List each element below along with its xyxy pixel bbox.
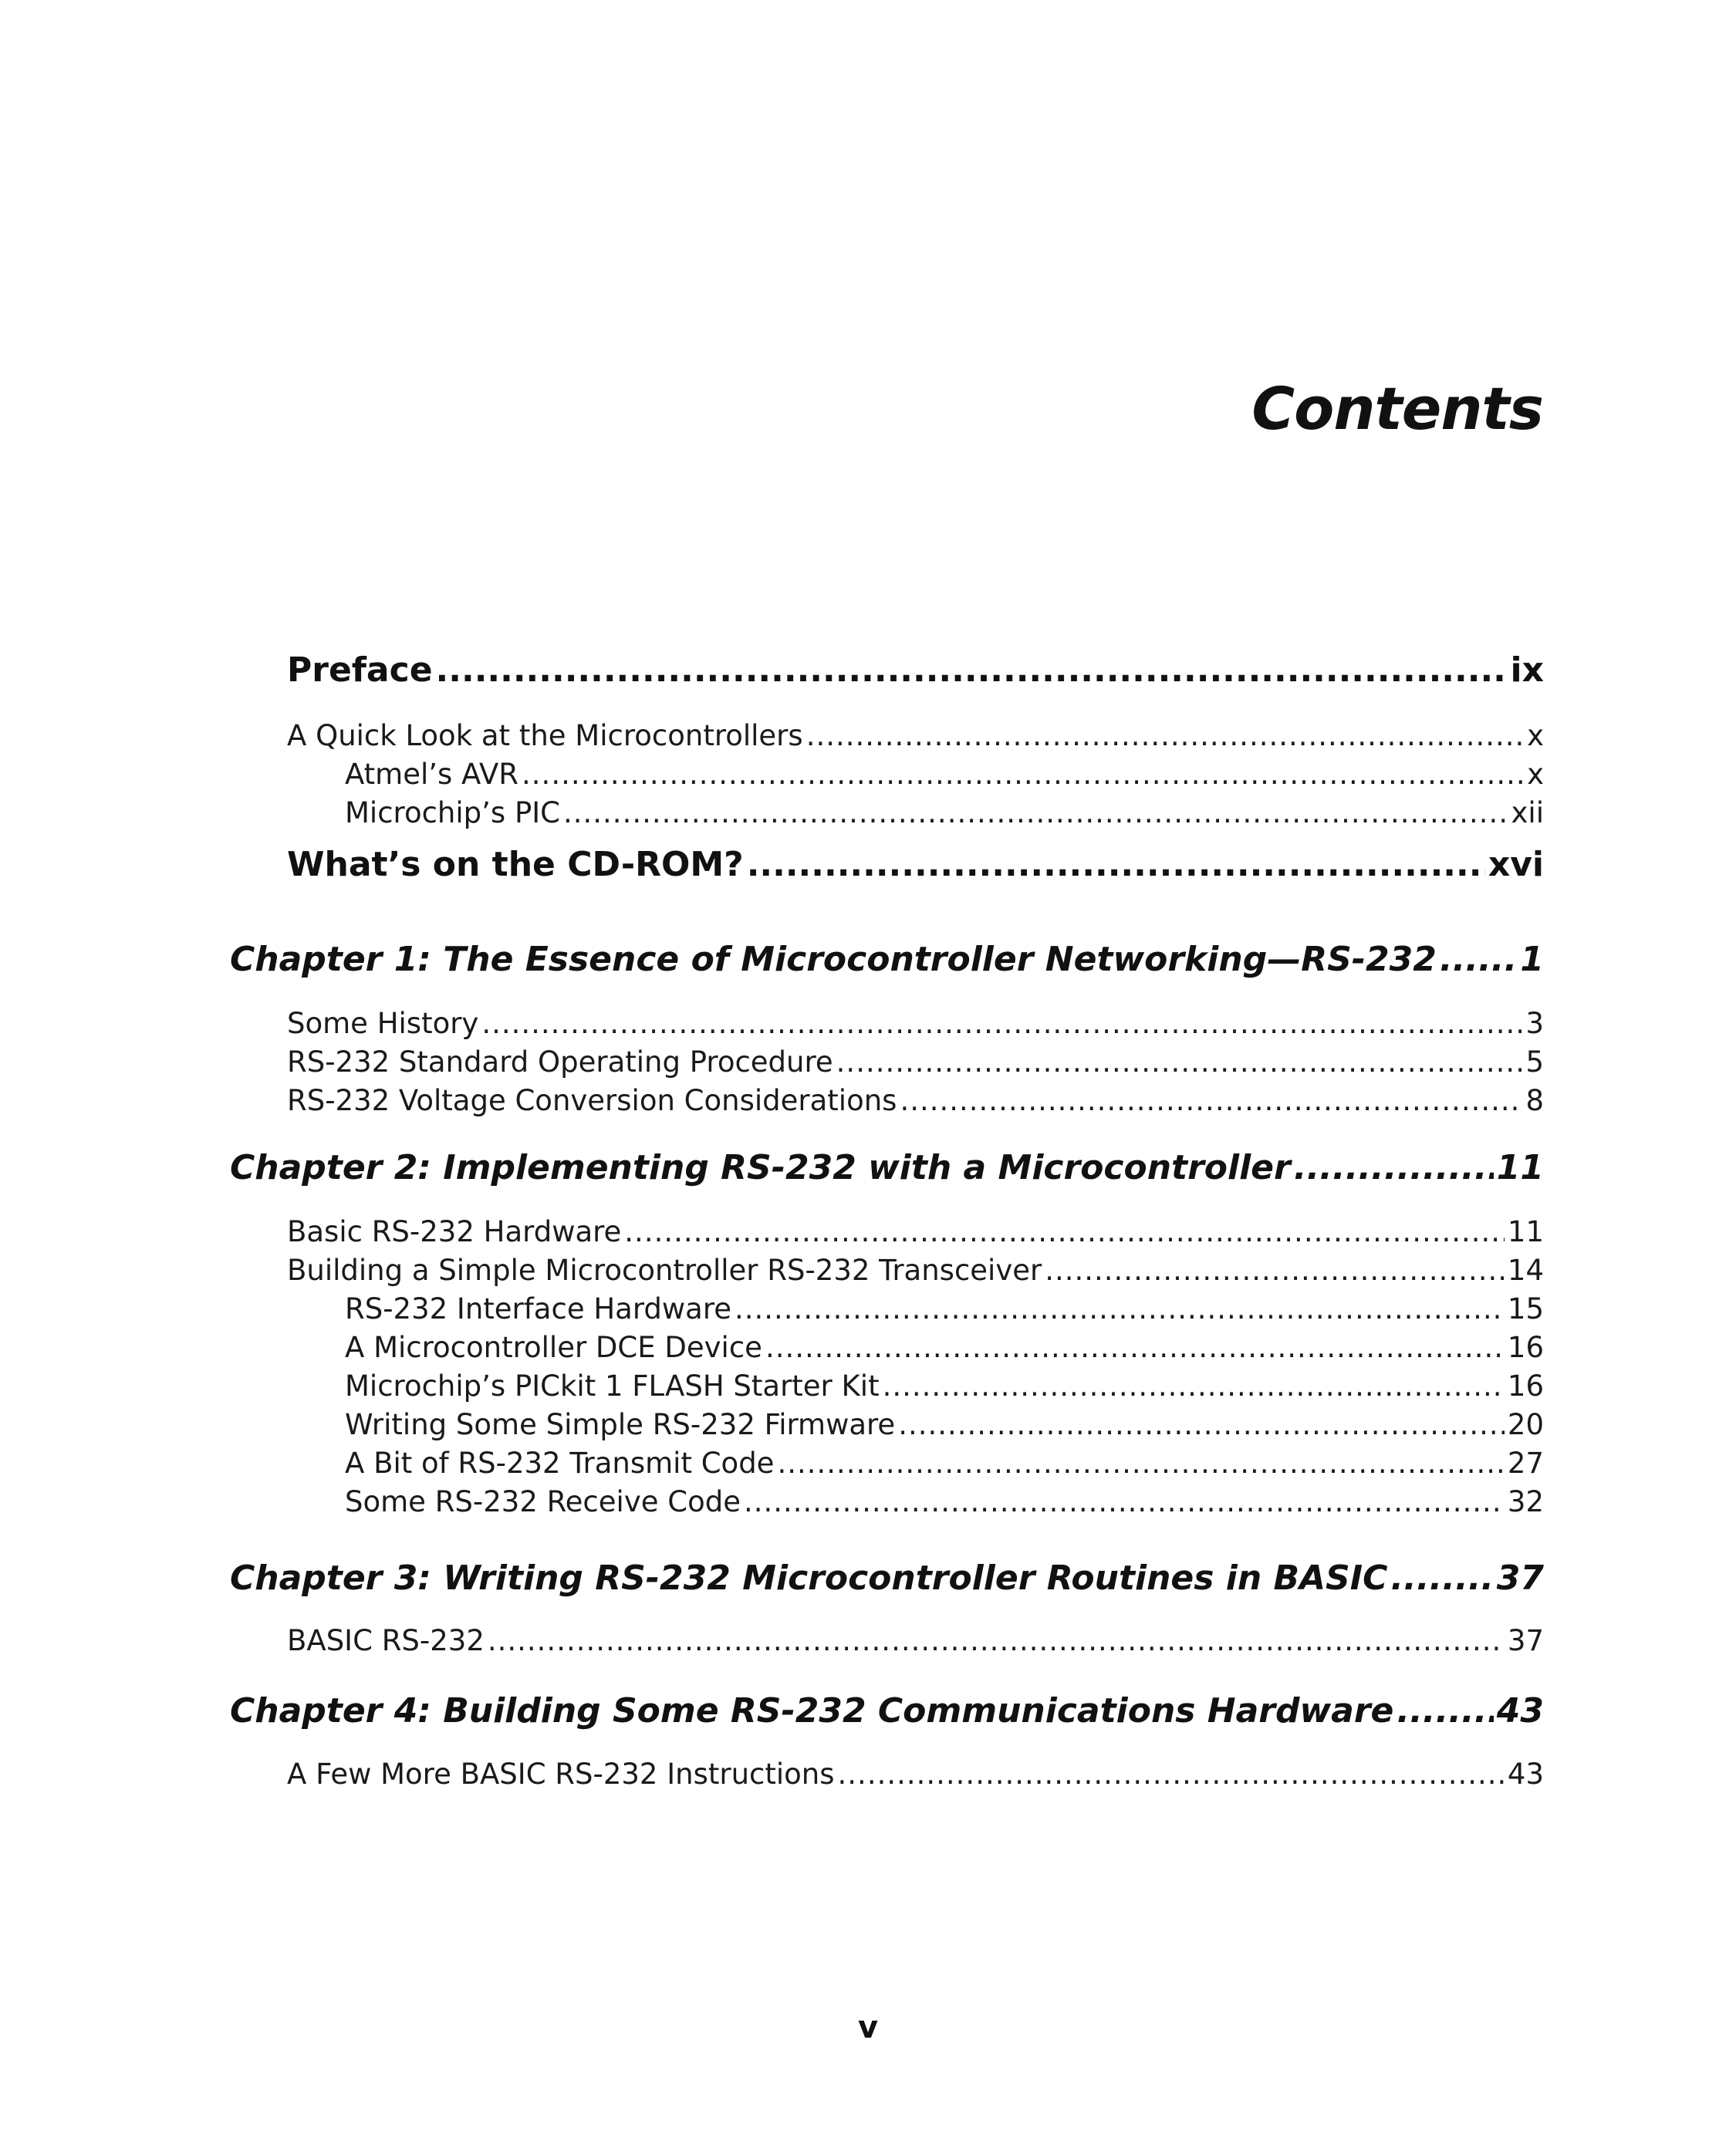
toc-entry[interactable] — [287, 1007, 1544, 1040]
dot-leader — [1390, 1558, 1493, 1598]
toc-entry-page: xvi — [1488, 845, 1544, 884]
dot-leader — [1045, 1254, 1505, 1287]
dot-leader — [563, 796, 1508, 829]
toc-entry-page: 43 — [1496, 1691, 1544, 1731]
toc-entry[interactable] — [287, 1254, 1544, 1287]
dot-leader — [838, 1758, 1505, 1791]
toc-entry-page: 11 — [1496, 1148, 1544, 1187]
dot-leader — [522, 758, 1524, 791]
toc-entry-label: RS-232 Standard Operating Procedure — [287, 1045, 833, 1079]
toc-entry[interactable] — [287, 719, 1544, 752]
toc-entry-cd-rom[interactable] — [287, 845, 1544, 884]
toc-subentry[interactable] — [345, 1292, 1544, 1325]
toc-entry-label: A Few More BASIC RS-232 Instructions — [287, 1758, 835, 1791]
toc-chapter-3[interactable] — [230, 1558, 1544, 1598]
dot-leader — [747, 845, 1485, 884]
page-title: Contents — [1251, 374, 1543, 443]
toc-entry-label: What’s on the CD-ROM? — [287, 845, 744, 884]
toc-entry-label: Building a Simple Microcontroller RS-232 Transceiver — [287, 1254, 1042, 1287]
dot-leader — [898, 1408, 1505, 1441]
toc-entry-label: Microchip’s PICkit 1 FLASH Starter Kit — [345, 1369, 880, 1403]
toc-entry-label: Chapter 3: Writing RS-232 Microcontroller Routines in BASIC — [230, 1558, 1388, 1598]
toc-entry-page: 43 — [1507, 1758, 1544, 1791]
toc-entry-label: RS-232 Voltage Conversion Considerations — [287, 1084, 897, 1117]
toc-entry-page: 37 — [1496, 1558, 1544, 1598]
page-number: v — [857, 2010, 879, 2045]
dot-leader — [883, 1369, 1505, 1403]
toc-entry-page: 3 — [1525, 1007, 1544, 1040]
dot-leader — [436, 650, 1508, 690]
toc-entry-page: 16 — [1507, 1331, 1544, 1364]
toc-entry[interactable] — [287, 1215, 1544, 1248]
toc-entry-label: A Bit of RS-232 Transmit Code — [345, 1447, 775, 1480]
toc-entry-page: ix — [1510, 650, 1544, 690]
toc-entry-label: Chapter 4: Building Some RS-232 Communications Hardware — [230, 1691, 1394, 1731]
toc-entry-page: 5 — [1525, 1045, 1544, 1079]
toc-entry-label: Chapter 1: The Essence of Microcontroller Networking—RS-232 — [230, 940, 1437, 979]
toc-entry-page: 8 — [1525, 1084, 1544, 1117]
dot-leader — [836, 1045, 1523, 1079]
toc-entry-page: x — [1527, 719, 1544, 752]
toc-subentry[interactable] — [345, 758, 1544, 791]
toc-chapter-1[interactable] — [230, 940, 1544, 979]
toc-entry-label: Some RS-232 Receive Code — [345, 1485, 741, 1518]
toc-entry-page: 20 — [1507, 1408, 1544, 1441]
toc-entry-label: A Microcontroller DCE Device — [345, 1331, 762, 1364]
toc-subentry[interactable] — [345, 1369, 1544, 1403]
toc-entry-page: 16 — [1507, 1369, 1544, 1403]
toc-entry-label: Some History — [287, 1007, 479, 1040]
toc-subentry[interactable] — [345, 1408, 1544, 1441]
toc-entry-page: 14 — [1507, 1254, 1544, 1287]
toc-entry-label: Atmel’s AVR — [345, 758, 519, 791]
toc-entry-page: 37 — [1507, 1624, 1544, 1657]
dot-leader — [900, 1084, 1522, 1117]
dot-leader — [765, 1331, 1505, 1364]
dot-leader — [806, 719, 1524, 752]
dot-leader — [481, 1007, 1522, 1040]
toc-entry-page: xii — [1511, 796, 1544, 829]
toc-entry[interactable] — [287, 1758, 1544, 1791]
toc-subentry[interactable] — [345, 1331, 1544, 1364]
dot-leader — [1397, 1691, 1493, 1731]
toc-entry-preface[interactable] — [287, 650, 1544, 690]
dot-leader — [624, 1215, 1505, 1248]
toc-chapter-4[interactable] — [230, 1691, 1544, 1731]
toc-subentry[interactable] — [345, 1485, 1544, 1518]
toc-entry[interactable] — [287, 1045, 1544, 1079]
toc-entry-label: RS-232 Interface Hardware — [345, 1292, 731, 1325]
toc-entry-page: x — [1527, 758, 1544, 791]
toc-entry-label: Microchip’s PIC — [345, 796, 560, 829]
toc-subentry[interactable] — [345, 1447, 1544, 1480]
dot-leader — [1440, 940, 1518, 979]
toc-entry-page: 11 — [1507, 1215, 1544, 1248]
toc-entry[interactable] — [287, 1624, 1544, 1657]
dot-leader — [488, 1624, 1505, 1657]
toc-entry-page: 27 — [1507, 1447, 1544, 1480]
toc-entry-label: Writing Some Simple RS-232 Firmware — [345, 1408, 896, 1441]
toc-entry-page: 1 — [1520, 940, 1544, 979]
dot-leader — [777, 1447, 1504, 1480]
toc-entry-label: Basic RS-232 Hardware — [287, 1215, 622, 1248]
toc-entry-label: A Quick Look at the Microcontrollers — [287, 719, 803, 752]
toc-chapter-2[interactable] — [230, 1148, 1544, 1187]
dot-leader — [1294, 1148, 1494, 1187]
toc-entry-label: Preface — [287, 650, 433, 690]
toc-entry[interactable] — [287, 1084, 1544, 1117]
toc-entry-label: Chapter 2: Implementing RS-232 with a Microcontroller — [230, 1148, 1291, 1187]
toc-subentry[interactable] — [345, 796, 1544, 829]
toc-entry-label: BASIC RS-232 — [287, 1624, 485, 1657]
toc-entry-page: 15 — [1507, 1292, 1544, 1325]
dot-leader — [744, 1485, 1505, 1518]
dot-leader — [735, 1292, 1505, 1325]
toc-entry-page: 32 — [1507, 1485, 1544, 1518]
